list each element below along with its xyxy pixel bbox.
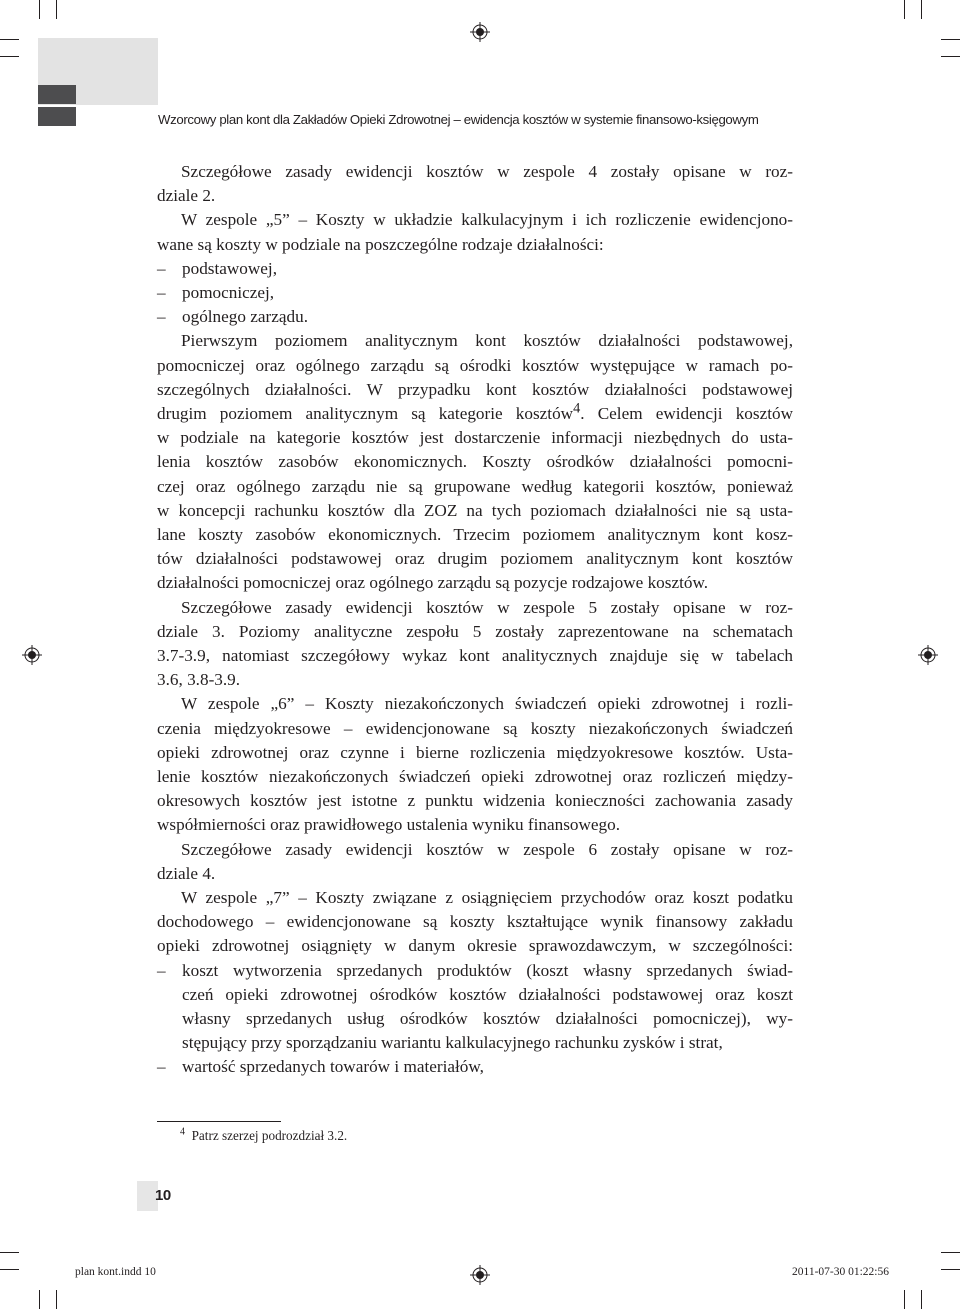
header-square bbox=[38, 107, 76, 126]
paragraph-line: czenia międzyokresowe – ewidencjonowane są koszty niezakończonych świadczeń bbox=[157, 718, 793, 738]
header-square bbox=[38, 85, 76, 104]
list-item bbox=[157, 959, 793, 983]
crop-mark bbox=[921, 1290, 922, 1309]
list-item-text: pomocniczej, bbox=[182, 283, 275, 302]
paragraph-line: lenia kosztów zasobów ekonomicznych. Koszty ośrodków działalności pomocni- bbox=[157, 452, 793, 472]
list-item bbox=[157, 305, 793, 329]
paragraph-line: dziale 2. bbox=[157, 186, 216, 206]
paragraph-line: W zespole „5” – Koszty w układzie kalkulacyjnym i ich rozliczenie ewidencjono- bbox=[181, 210, 793, 230]
paragraph-line: opieki zdrowotnej osiągnięty w danym okresie sprawozdawczym, w szczególności: bbox=[157, 936, 793, 956]
crop-mark bbox=[56, 0, 57, 19]
crop-mark bbox=[0, 1269, 19, 1270]
footnote-rule bbox=[157, 1121, 281, 1122]
list-item-text: wartość sprzedanych towarów i materiałów, bbox=[182, 1057, 484, 1077]
crop-mark bbox=[0, 1252, 19, 1253]
list-item bbox=[157, 281, 793, 305]
line-text: drugim poziomem analitycznym są kategorie kosztów bbox=[157, 404, 574, 423]
paragraph-line: Szczegółowe zasady ewidencji kosztów w zespole 5 zostały opisane w roz- bbox=[181, 597, 793, 617]
registration-mark-icon bbox=[470, 22, 490, 42]
footnote-ref: 4 bbox=[573, 400, 581, 417]
list-item-continuation bbox=[157, 1007, 793, 1031]
paragraph-line: Pierwszym poziomem analitycznym kont kosztów działalności podstawowej, bbox=[181, 331, 793, 351]
paragraph-line bbox=[157, 402, 793, 426]
list-dash: – bbox=[157, 307, 166, 327]
paragraph-line: czej oraz ogólnego zarządu nie są grupowane według kategorii kosztów, ponieważ bbox=[157, 476, 793, 496]
paragraph-line: Szczegółowe zasady ewidencji kosztów w zespole 6 zostały opisane w roz- bbox=[181, 839, 793, 859]
line-text: . Celem ewidencji kosztów bbox=[580, 404, 793, 423]
list-item-continuation bbox=[157, 1031, 793, 1055]
paragraph-line: w koncepcji rachunku kosztów dla ZOZ na tych poziomach działalności nie są usta- bbox=[157, 500, 793, 520]
list-dash: – bbox=[157, 1057, 166, 1077]
paragraph-line: W zespole „6” – Koszty niezakończonych świadczeń opieki zdrowotnej i rozli- bbox=[181, 694, 793, 714]
paragraph-line: lane koszty zasobów ekonomicznych. Trzecim poziomem analitycznym kont kosz- bbox=[157, 525, 793, 544]
paragraph-line: opieki zdrowotnej oraz czynne i bierne rozliczenia międzyokresowe kosztów. Usta- bbox=[157, 742, 793, 762]
list-item-text: podstawowej, bbox=[182, 258, 277, 278]
paragraph-line: szczególnych działalności. W przypadku kont kosztów działalności podstawowej bbox=[157, 379, 793, 399]
paragraph-line: dziale 4. bbox=[157, 863, 216, 883]
registration-mark-icon bbox=[918, 645, 938, 665]
paragraph-line: Szczegółowe zasady ewidencji kosztów w zespole 4 zostały opisane w roz- bbox=[181, 162, 793, 181]
list-item-continuation bbox=[157, 983, 793, 1007]
list-dash: – bbox=[157, 960, 166, 980]
list-item-text: stępujący przy sporządzaniu wariantu kalkulacyjnego rachunku zysków i strat, bbox=[182, 1033, 723, 1053]
footnote bbox=[180, 1127, 347, 1145]
crop-mark bbox=[0, 39, 19, 40]
paragraph-line: pomocniczej oraz ogólnego zarządu są ośrodki kosztów występujące w ramach po- bbox=[157, 355, 793, 375]
paragraph-line: działalności pomocniczej oraz ogólnego zarządu są pozycje rodzajowe kosztów. bbox=[157, 573, 709, 593]
registration-mark-icon bbox=[470, 1265, 490, 1285]
list-item-text: ogólnego zarządu. bbox=[182, 307, 308, 327]
crop-mark bbox=[904, 0, 905, 19]
slug-datetime: 2011-07-30 01:22:56 bbox=[792, 1266, 889, 1278]
paragraph-line: lenie kosztów niezakończonych świadczeń opieki zdrowotnej oraz rozliczeń między- bbox=[157, 767, 793, 786]
crop-mark bbox=[941, 1252, 960, 1253]
list-item bbox=[157, 257, 793, 281]
paragraph-line: tów działalności podstawowej oraz drugim poziomem analitycznym kont kosztów bbox=[157, 549, 793, 569]
crop-mark bbox=[904, 1290, 905, 1309]
crop-mark bbox=[941, 1269, 960, 1270]
paragraph-line: W zespole „7” – Koszty związane z osiągnięciem przychodów oraz koszt podatku bbox=[181, 888, 793, 907]
crop-mark bbox=[39, 1290, 40, 1309]
crop-mark bbox=[56, 1290, 57, 1309]
running-header: Wzorcowy plan kont dla Zakładów Opieki Zdrowotnej – ewidencja kosztów w systemie finansowo-księgowym bbox=[158, 112, 759, 127]
paragraph-line: dochodowego – ewidencjonowane są koszty kształtujące wynik finansowy zakładu bbox=[157, 912, 793, 932]
paragraph-line: w podziale na kategorie kosztów jest dostarczenie informacji niezbędnych do usta- bbox=[157, 428, 793, 448]
paragraph-line: wane są koszty w podziale na poszczególne rodzaje działalności: bbox=[157, 234, 604, 254]
registration-mark-icon bbox=[22, 645, 42, 665]
paragraph-line: współmierności oraz prawidłowego ustalenia wyniku finansowego. bbox=[157, 815, 620, 835]
crop-mark bbox=[0, 56, 19, 57]
page-number: 10 bbox=[155, 1187, 171, 1204]
footnote-number: 4 bbox=[180, 1126, 185, 1138]
paragraph-line: dziale 3. Poziomy analityczne zespołu 5 zostały zaprezentowane na schematach bbox=[157, 621, 793, 641]
list-item-text: własny sprzedanych usług ośrodków kosztów działalności pomocniczej), wy- bbox=[182, 1009, 793, 1028]
list-item-text: koszt wytworzenia sprzedanych produktów (koszt własny sprzedanych świad- bbox=[182, 960, 793, 980]
crop-mark bbox=[941, 39, 960, 40]
paragraph-line: 3.6, 3.8-3.9. bbox=[157, 670, 241, 690]
crop-mark bbox=[941, 56, 960, 57]
crop-mark bbox=[39, 0, 40, 19]
list-dash: – bbox=[157, 283, 166, 302]
list-dash: – bbox=[157, 258, 166, 278]
list-item bbox=[157, 1055, 793, 1079]
paragraph-line: okresowych kosztów jest istotne z punktu widzenia konieczności zachowania zasady bbox=[157, 791, 793, 811]
list-item-text: czeń opieki zdrowotnej ośrodków kosztów działalności podstawowej oraz koszt bbox=[182, 984, 793, 1004]
footnote-text: Patrz szerzej podrozdział 3.2. bbox=[191, 1128, 348, 1143]
slug-file: plan kont.indd 10 bbox=[75, 1266, 156, 1278]
crop-mark bbox=[921, 0, 922, 19]
paragraph-line: 3.7-3.9, natomiast szczegółowy wykaz kont analitycznych znajduje się w tabelach bbox=[157, 646, 793, 665]
